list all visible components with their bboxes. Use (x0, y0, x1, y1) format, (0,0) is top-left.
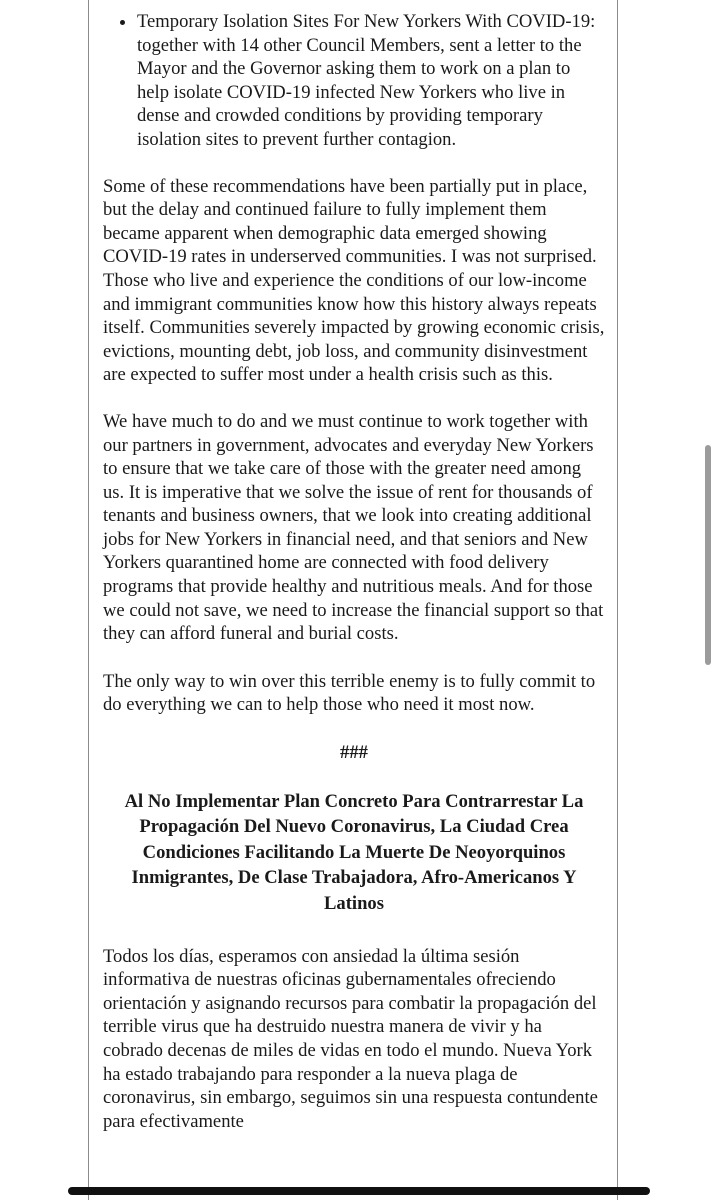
document-page (88, 0, 618, 1200)
paragraph-much-to-do: We have much to do and we must continue to work together with our partners in government, advocates and everyday New Yorkers to ensure that we take care of those with the greater need among us. It is imperative that we solve the issue of rent for thousands of tenants and business owners, that we look into creating additional jobs for New Yorkers in financial need, and that seniors and New Yorkers quarantined home are connected with food delivery programs that provide healthy and nutritious meals. And for those we could not save, we need to increase the financial support so that they can afford funeral and burial costs. (103, 410, 604, 645)
paragraph-only-way: The only way to win over this terrible enemy is to fully commit to do everything we can to help those who need it most now. (103, 670, 596, 716)
document-body (103, 10, 605, 1133)
home-indicator[interactable] (68, 1187, 650, 1195)
section-separator: ### (340, 742, 368, 764)
bullet-item-isolation-sites: • Temporary Isolation Sites For New Yorkers With COVID-19: together with 14 other Council Members, sent a letter to the Mayor and the Governor asking them to work on a plan to help isolate COVID-19 infected New Yorkers who live in dense and crowded conditions by providing temporary isolation sites to prevent further contagion. (137, 10, 605, 152)
spanish-heading: Al No Implementar Plan Concreto Para Contrarrestar La Propagación Del Nuevo Coronavirus, La Ciudad Crea Condiciones Facilitando La Muerte De Neoyorquinos Inmigrantes, De Clase Trabajadora, Afro-Americanos Y Latinos (124, 790, 584, 914)
bullet-list (103, 10, 605, 152)
paragraph-recommendations: Some of these recommendations have been partially put in place, but the delay and continued failure to fully implement them became apparent when demographic data emerged showing COVID-19 rates in underserved communities. I was not surprised. Those who live and experience the conditions of our low-income and immigrant communities know how this history always repeats itself. Communities severely impacted by growing economic crisis, evictions, mounting debt, job loss, and community disinvestment are expected to suffer most under a health crisis such as this. (103, 175, 605, 386)
vertical-scrollbar[interactable] (705, 445, 711, 665)
spanish-paragraph: Todos los días, esperamos con ansiedad la última sesión informativa de nuestras oficinas gubernamentales ofreciendo orientación y asignando recursos para combatir la propagación del terrible virus que ha destruido nuestra manera de vivir y ha cobrado decenas de miles de vidas en todo el mundo. Nueva York ha estado trabajando para responder a la nueva plaga de coronavirus, sin embargo, seguimos sin una respuesta contundente para efectivamente (103, 945, 598, 1132)
